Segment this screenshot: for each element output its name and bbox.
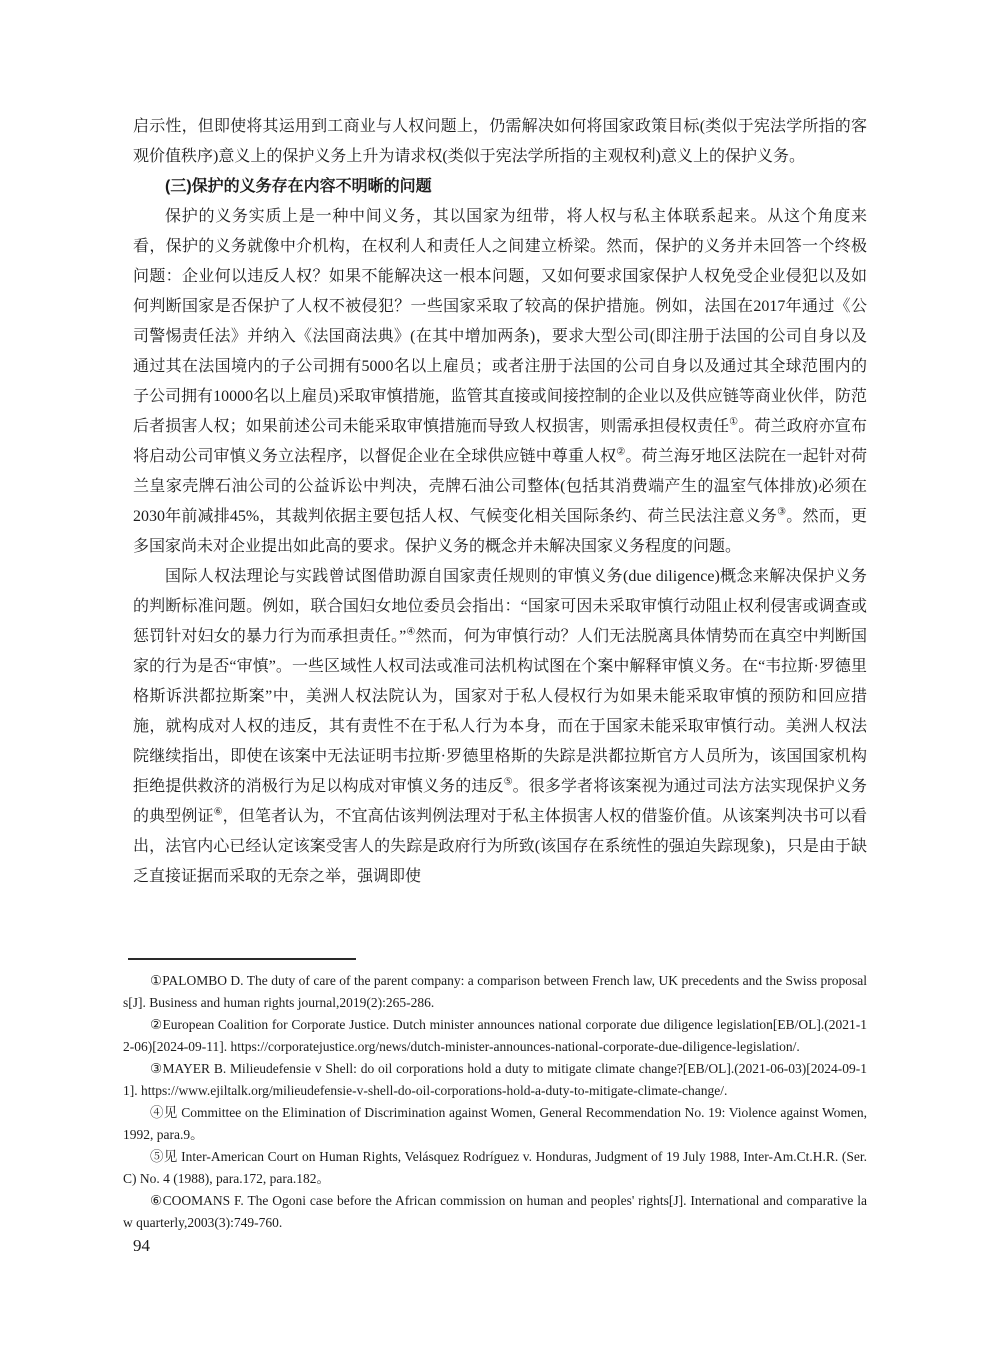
footnote-marker: ⑤ [150,1149,164,1164]
footnote-marker: ② [150,1017,163,1032]
footnote-marker: ① [150,973,163,988]
text-segment: 。然而，更多国家尚未对企业提出如此高的要求。保护义务的概念并未解决国家义务程度的问题。 [133,508,867,555]
paragraph-3 [133,562,867,892]
text-segment: ，但笔者认为，不宜高估该判例法理对于私主体损害人权的借鉴价值。从该案判决书可以看出，法官内心已经认定该案受害人的失踪是政府行为所致(该国存在系统性的强迫失踪现象)，只是由于缺乏直接证据而采取的无奈之举，强调即使 [133,808,867,885]
footnote-item [123,1014,867,1058]
footnote-ref-5: ⑤ [503,776,513,788]
footnote-item [123,1102,867,1146]
footnote-text: 见 Inter-American Court on Human Rights, Velásquez Rodríguez v. Honduras, Judgment of 19 July 1988, Inter-Am.Ct.H.R. (Ser. C) No. 4 (1988), para.172, para.182。 [123,1149,867,1186]
section-heading: (三)保护的义务存在内容不明晰的问题 [165,178,432,195]
footnote-text: PALOMBO D. The duty of care of the parent company: a comparison between French law, UK precedents and the Swiss proposals[J]. Business and human rights journal,2019(2):265-286. [123,973,867,1010]
text-segment: 保护的义务实质上是一种中间义务，其以国家为纽带，将人权与私主体联系起来。从这个角度来看，保护的义务就像中介机构，在权利人和责任人之间建立桥梁。然而，保护的义务并未回答一个终极问题：企业何以违反人权？如果不能解决这一根本问题，又如何要求国家保护人权免受企业侵犯以及如何判断国家是否保护了人权不被侵犯？一些国家采取了较高的保护措施。例如，法国在2017年通过《公司警惕责任法》并纳入《法国商法典》(在其中增加两条)，要求大型公司(即注册于法国的公司自身以及通过其在法国境内的子公司拥有5000名以上雇员；或者注册于法国的公司自身以及通过其全球范围内的子公司拥有10000名以上雇员)采取审慎措施，监管其直接或间接控制的企业以及供应链等商业伙伴，防范后者损害人权；如果前述公司未能采取审慎措施而导致人权损害，则需承担侵权责任 [133,208,867,435]
text-segment: 。很多学者将该案视为通过司法方法实现保护义务的典型例证 [133,778,867,825]
footnote-ref-2: ② [616,446,626,458]
paragraph-2 [133,202,867,562]
footnote-item [123,970,867,1014]
paragraph-continuation: 启示性，但即使将其运用到工商业与人权问题上，仍需解决如何将国家政策目标(类似于宪法学所指的客观价值秩序)意义上的保护义务上升为请求权(类似于宪法学所指的主观权利)意义上的保护义务。 [133,118,867,165]
footnote-ref-6: ⑥ [213,806,223,818]
footnote-divider [128,958,356,960]
footnote-marker: ④ [150,1105,164,1120]
body-text [133,112,867,892]
footnote-text: COOMANS F. The Ogoni case before the African commission on human and peoples' rights[J]. International and comparative law quarterly,2003(3):749-760. [123,1193,867,1230]
footnote-item [123,1190,867,1234]
footnote-text: European Coalition for Corporate Justice. Dutch minister announces national corporate due diligence legislation[EB/OL].(2021-12-06)[2024-09-11]. https://corporatejustice.org/news/dutch-minister-announces-national-corporate-due-diligence-legislation/. [123,1017,867,1054]
footnote-item [123,1058,867,1102]
footnote-marker: ⑥ [150,1193,163,1208]
page-number: 94 [133,1236,150,1255]
text-segment: 国际人权法理论与实践曾试图借助源自国家责任规则的审慎义务(due diligence)概念来解决保护义务的判断标准问题。例如，联合国妇女地位委员会指出：“国家可因未采取审慎行动阻止权利侵害或调查或惩罚针对妇女的暴力行为而承担责任。” [133,568,867,645]
footnote-text: 见 Committee on the Elimination of Discrimination against Women, General Recommendation No. 19: Violence against Women, 1992, para.9。 [123,1105,867,1142]
text-segment: 。荷兰政府亦宣布将启动公司审慎义务立法程序，以督促企业在全球供应链中尊重人权 [133,418,867,465]
footnote-marker: ③ [150,1061,163,1076]
text-segment: 然而，何为审慎行动？人们无法脱离具体情势而在真空中判断国家的行为是否“审慎”。一些区域性人权司法或准司法机构试图在个案中解释审慎义务。在“韦拉斯·罗德里格斯诉洪都拉斯案”中，美洲人权法院认为，国家对于私人侵权行为如果未能采取审慎的预防和回应措施，就构成对人权的违反，其有责性不在于私人行为本身，而在于国家未能采取审慎行动。美洲人权法院继续指出，即使在该案中无法证明韦拉斯·罗德里格斯的失踪是洪都拉斯官方人员所为，该国国家机构拒绝提供救济的消极行为足以构成对审慎义务的违反 [133,628,867,795]
text-segment: 。荷兰海牙地区法院在一起针对荷兰皇家壳牌石油公司的公益诉讼中判决，壳牌石油公司整体(包括其消费端产生的温室气体排放)必须在2030年前减排45%，其裁判依据主要包括人权、气候变化相关国际条约、荷兰民法注意义务 [133,448,867,525]
footnote-ref-1: ① [729,416,739,428]
footnote-ref-3: ③ [777,506,787,518]
footnote-item [123,1146,867,1190]
footnote-area [123,958,867,1234]
footnote-text: MAYER B. Milieudefensie v Shell: do oil corporations hold a duty to mitigate climate change?[EB/OL].(2021-06-03)[2024-09-11]. https://www.ejiltalk.org/milieudefensie-v-shell-do-oil-corporations-hold-a-duty-to-mitigate-climate-change/. [123,1061,867,1098]
footnote-ref-4: ④ [406,626,416,638]
